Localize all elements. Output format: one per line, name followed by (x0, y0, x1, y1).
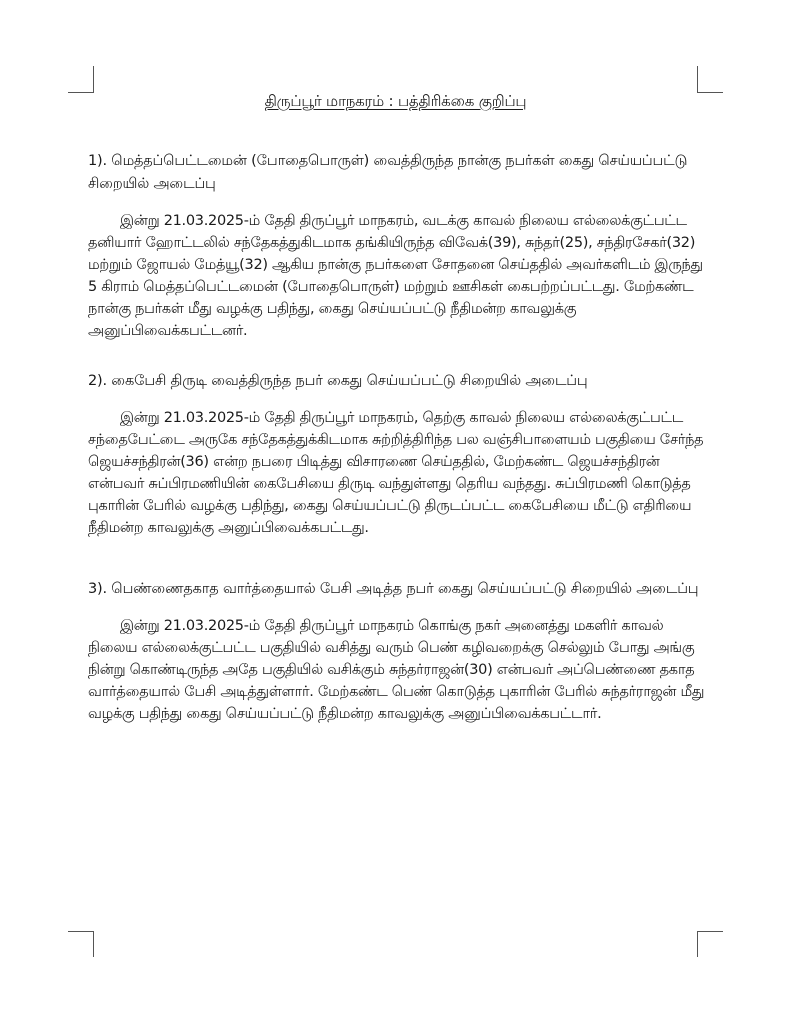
section-2 (88, 370, 710, 539)
crop-mark-bottom-left (93, 931, 94, 957)
section-heading: 3). பெண்ணைதகாத வார்த்தையால் பேசி அடித்த நபர் கைது செய்யப்பட்டு சிறையில் அடைப்பு (88, 581, 699, 597)
crop-mark-bottom-left (68, 931, 94, 932)
section-body: இன்று 21.03.2025-ம் தேதி திருப்பூர் மாநகரம் கொங்கு நகர் அனைத்து மகளிர் காவல் நிலைய எல்லைக்குட்பட்ட பகுதியில் வசித்து வரும் பெண் கழிவறைக்கு செல்லும் போது அங்கு நின்று கொண்டிருந்த அதே பகுதியில் வசிக்கும் சுந்தர்ராஜன்(30) என்பவர் அப்பெண்ணை தகாத வார்த்தையால் பேசி அடித்துள்ளார். மேற்கண்ட பெண் கொடுத்த புகாரின் பேரில் சுந்தர்ராஜன் மீது வழக்கு பதிந்து கைது செய்யப்பட்டு நீதிமன்ற காவலுக்கு அனுப்பிவைக்கபட்டார். (88, 618, 705, 722)
crop-mark-top-left (93, 66, 94, 92)
section-body: இன்று 21.03.2025-ம் தேதி திருப்பூர் மாநகரம், தெற்கு காவல் நிலைய எல்லைக்குட்பட்ட சந்தைபேட்டை அருகே சந்தேகத்துக்கிடமாக சுற்றித்திரிந்த பல வஞ்சிபாளையம் பகுதியை சேர்ந்த ஜெயச்சந்திரன்(36) என்ற நபரை பிடித்து விசாரணை செய்ததில், மேற்கண்ட ஜெயச்சந்திரன் என்பவர் சுப்பிரமணியின் கைபேசியை திருடி வந்துள்ளது தெரிய வந்தது. சுப்பிரமணி கொடுத்த புகாரின் பேரில் வழக்கு பதிந்து, கைது செய்யப்பட்டு திருடப்பட்ட கைபேசியை மீட்டு எதிரியை நீதிமன்ற காவலுக்கு அனுப்பிவைக்கபட்டது. (88, 410, 704, 536)
page-title: திருப்பூர் மாநகரம் : பத்திரிக்கை குறிப்பு (264, 92, 527, 110)
section-1 (88, 150, 710, 342)
section-3 (88, 578, 710, 725)
section-body: இன்று 21.03.2025-ம் தேதி திருப்பூர் மாநகரம், வடக்கு காவல் நிலைய எல்லைக்குட்பட்ட தனியார் ஹோட்டலில் சந்தேகத்துகிடமாக தங்கியிருந்த விவேக்(39), சுந்தர்(25), சந்திரசேகர்(32) மற்றும் ஜோயல் மேத்யூ(32) ஆகிய நான்கு நபர்களை சோதனை செய்ததில் அவர்களிடம் இருந்து 5 கிராம் மெத்தப்பெட்டமைன் (போதைபொருள்) மற்றும் ஊசிகள் கைபற்றப்பட்டது. மேற்கண்ட நான்கு நபர்கள் மீது வழக்கு பதிந்து, கைது செய்யப்பட்டு நீதிமன்ற காவலுக்கு அனுப்பிவைக்கபட்டனர். (88, 213, 703, 339)
crop-mark-top-right (697, 66, 698, 92)
section-heading: 2). கைபேசி திருடி வைத்திருந்த நபர் கைது செய்யப்பட்டு சிறையில் அடைப்பு (88, 373, 588, 389)
crop-mark-bottom-right (697, 931, 698, 957)
crop-mark-bottom-right (697, 931, 723, 932)
section-heading: 1). மெத்தப்பெட்டமைன் (போதைபொருள்) வைத்திருந்த நான்கு நபர்கள் கைது செய்யப்பட்டு சிறையில் அடைப்பு (88, 153, 688, 192)
